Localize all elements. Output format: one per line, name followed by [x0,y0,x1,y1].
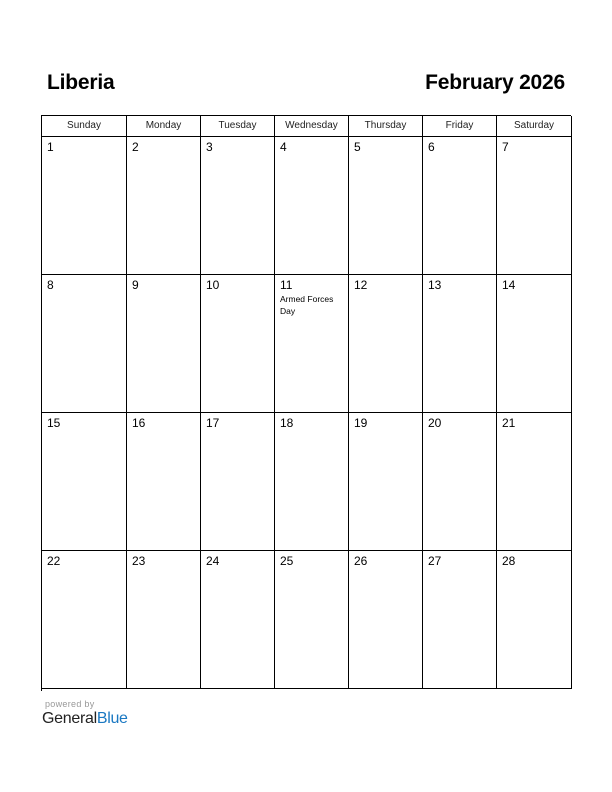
day-number: 28 [502,554,516,568]
day-cell [497,137,572,275]
day-cell [127,275,201,413]
day-number: 3 [206,140,213,154]
day-cell [275,137,349,275]
day-number: 2 [132,140,139,154]
day-number: 27 [428,554,442,568]
day-number: 19 [354,416,368,430]
day-cell [201,413,275,551]
day-cell [497,413,572,551]
day-cell [497,551,572,689]
day-cell [201,137,275,275]
day-number: 25 [280,554,294,568]
day-number: 20 [428,416,442,430]
day-cell [42,413,127,551]
day-number: 9 [132,278,139,292]
day-number: 23 [132,554,146,568]
day-cell [127,413,201,551]
day-cell [275,413,349,551]
day-number: 13 [428,278,442,292]
weekday-header-monday: Monday [127,116,201,137]
day-cell [349,275,423,413]
day-number: 15 [47,416,61,430]
day-cell [423,275,497,413]
weekday-header-wednesday: Wednesday [275,116,349,137]
day-cell [42,275,127,413]
day-number: 18 [280,416,294,430]
day-number: 21 [502,416,516,430]
day-cell [275,275,349,413]
day-number: 7 [502,140,509,154]
day-number: 4 [280,140,287,154]
country-title: Liberia [47,71,115,94]
day-number: 6 [428,140,435,154]
weekday-header-tuesday: Tuesday [201,116,275,137]
weekday-header-saturday: Saturday [497,116,572,137]
day-cell [423,137,497,275]
weekday-header-friday: Friday [423,116,497,137]
day-cell [497,275,572,413]
day-cell [42,551,127,689]
day-cell [127,551,201,689]
day-number: 14 [502,278,516,292]
day-number: 16 [132,416,146,430]
weekday-header-sunday: Sunday [42,116,127,137]
day-number: 22 [47,554,61,568]
generalblue-logo[interactable] [42,710,128,728]
day-number: 8 [47,278,54,292]
logo-blue-text: Blue [96,710,128,727]
day-number: 12 [354,278,368,292]
day-number: 26 [354,554,368,568]
day-cell [127,137,201,275]
day-cell [349,137,423,275]
month-year-title: February 2026 [425,71,565,94]
day-number: 1 [47,140,54,154]
day-number: 11 [280,278,293,292]
day-cell [201,551,275,689]
holiday-label: Armed Forces Day [280,294,334,316]
powered-by-text: powered by [45,699,95,709]
day-number: 17 [206,416,220,430]
day-cell [349,413,423,551]
logo-general-text: General [42,710,97,727]
calendar-grid [41,115,571,691]
day-number: 5 [354,140,361,154]
day-cell [42,137,127,275]
weekday-header-thursday: Thursday [349,116,423,137]
day-cell [275,551,349,689]
day-cell [423,413,497,551]
day-cell [423,551,497,689]
day-cell [201,275,275,413]
day-number: 24 [206,554,220,568]
day-number: 10 [206,278,220,292]
day-cell [349,551,423,689]
